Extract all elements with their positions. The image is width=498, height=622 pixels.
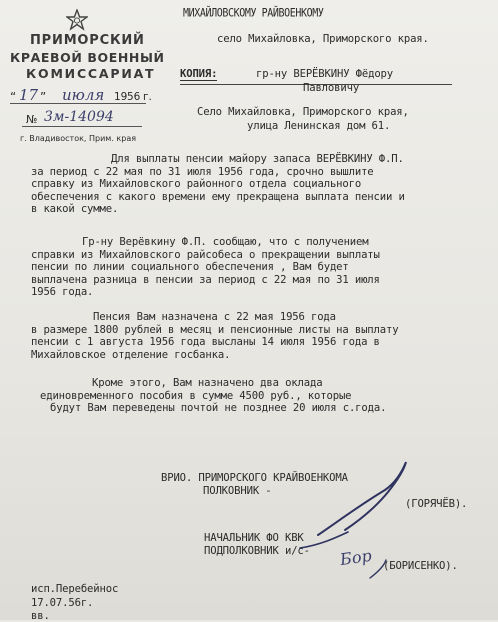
addressee-place: село Михайловка, Приморского края. (217, 33, 429, 45)
p2-line: 1956 года. (31, 286, 94, 299)
p1-line: справку из Михайловского районного отдела социального (31, 178, 362, 191)
copy-address-2: улица Ленинская дом 61. (247, 120, 391, 132)
p1-line: Для выплаты пенсии майору запаса ВЕРЁВКИНУ Ф.П. (111, 153, 404, 165)
signature-2-handwritten: Бор (338, 545, 373, 570)
signature-1-rank: ПОЛКОВНИК - (203, 485, 272, 497)
copy-label: КОПИЯ: (180, 68, 218, 80)
document-number: 3м-14094 (44, 109, 114, 125)
p3-line: пенсии с 1 августа 1956 года высланы 14 июля 1956 года в (31, 336, 380, 349)
letterhead-city: г. Владивосток, Прим. края (20, 134, 137, 143)
p1-line: обеспечения с какого времени ему прекращена выплата пенсии и (31, 190, 405, 203)
p2-line: выплачена разница в пенсии за период с 22 мая по 31 июля (31, 273, 380, 286)
footer-date: 17.07.56г. (31, 597, 94, 609)
p3-line: Пенсия Вам назначена с 22 мая 1956 года (93, 311, 336, 323)
letterhead-line3: КОМИССАРИАТ (26, 66, 156, 81)
copy-to-2: Павловичу (303, 82, 360, 94)
footer-initials: вв. (31, 610, 50, 622)
p1-line: за период с 22 мая по 31 июля 1956 года, срочно вышлите (31, 165, 374, 178)
signature-1-title: ВРИО. ПРИМОРСКОГО КРАЙВОЕНКОМА (161, 472, 348, 484)
p2-line: пенсии по линии социального обеспечения , Вам будет (31, 261, 349, 274)
addressee-to: МИХАЙЛОВСКОМУ РАЙВОЕНКОМУ (183, 7, 324, 20)
signature-2-name: (БОРИСЕНКО). (383, 560, 458, 572)
letterhead-line1: ПРИМОРСКИЙ (30, 33, 145, 48)
date-year: 56 (127, 91, 141, 103)
signature-2-rank: ПОДПОЛКОВНИК и/с- (204, 545, 310, 557)
signature-1-name: (ГОРЯЧЁВ). (405, 498, 468, 510)
date-year-prefix: 19 (114, 91, 128, 103)
footer-executor: исп.Перебейнос (31, 583, 119, 595)
letterhead-line2: КРАЕВОЙ ВОЕННЫЙ (10, 50, 165, 65)
p4-line: Кроме этого, Вам назначено два оклада (92, 377, 323, 389)
copy-address-1: Село Михайловка, Приморского края, (197, 106, 409, 118)
p1-line: в какой сумме. (31, 203, 119, 216)
p4-line: будут Вам переведены почтой не позднее 20 июля с.года. (50, 402, 387, 415)
copy-to: гр-ну ВЕРЁВКИНУ Фёдору (256, 68, 394, 80)
p3-line: Михайловское отделение госбанка. (31, 348, 231, 361)
date-month: июля (62, 86, 105, 104)
date-day: 17 (19, 86, 39, 104)
date-quote-close: ” (40, 90, 47, 104)
signature-2-title: НАЧАЛЬНИК ФО КВК (204, 532, 304, 544)
p2-line: справки из Михайловского райсобеса о прекращении выплаты (31, 248, 380, 261)
p2-line: Гр-ну Верёвкину Ф.П. сообщаю, что с получением (82, 236, 369, 248)
number-prefix: № (26, 113, 38, 126)
date-quote-open: “ (10, 90, 17, 104)
p4-line: единовременного пособия в сумме 4500 руб., которые (40, 389, 352, 402)
p3-line: в размере 1800 рублей в месяц и пенсионные листы на выплату (31, 323, 399, 336)
date-suffix: г. (143, 91, 152, 103)
